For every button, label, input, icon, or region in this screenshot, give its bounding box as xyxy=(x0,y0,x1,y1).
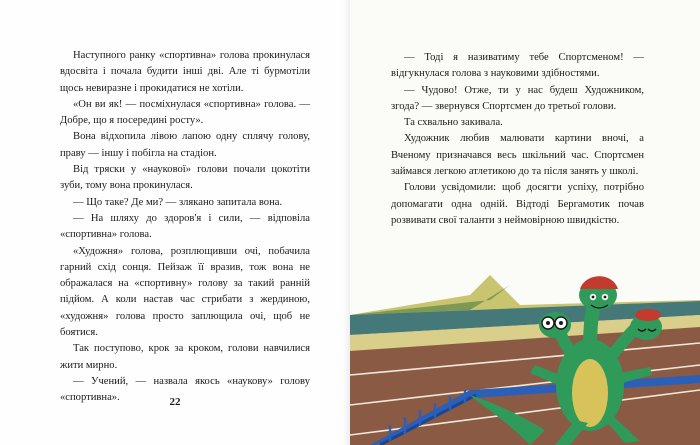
page-number: 22 xyxy=(169,396,181,408)
paragraph: — Тоді я називатиму тебе Спортсменом! — відгукнулася голова з науковими здібностями. xyxy=(391,52,644,80)
right-page xyxy=(350,0,700,445)
paragraph: Та схвально закивала. xyxy=(404,117,503,129)
paragraph: Голови усвідомили: щоб досягти успіху, потрібно допомагати одна одній. Відтоді Бергамотик почав розвивати свої таланти з неймовірною швидкістю. xyxy=(391,182,644,226)
paragraph: — Чудово! Отже, ти у нас будеш Художником, згода? — звернувся Спортсмен до третьої голови. xyxy=(391,84,644,112)
paragraph: «Художня» голова, розплющивши очі, побачила гарний схід сонця. Пейзаж її вразив, тож вона не ображалася на «спортивну» голову за такий ранній підйом. А коли настав час стрибати з жердиною, «художня» голова просто заплющила очі, щоб не боятися. xyxy=(60,245,310,339)
paragraph: «Он ви як! — посміхнулася «спортивна» голова. — Добре, що я посередині росту». xyxy=(60,98,310,127)
paragraph: Наступного ранку «спортивна» голова прокинулася вдосвіта і почала будити інші дві. Але ті бурмотіли щось невиразне і прокидатися не хотіли. xyxy=(60,50,310,94)
paragraph: Вона відхопила лівою лапою одну сплячу голову, праву — іншу і побігла на стадіон. xyxy=(60,131,310,159)
paragraph: — Що таке? Де ми? — злякано запитала вона. xyxy=(73,196,283,208)
paragraph: Так поступово, крок за кроком, голови навчилися жити мирно. xyxy=(60,343,310,371)
three-headed-dragon-running-illustration xyxy=(350,255,700,445)
paragraph: — На шляху до здоров'я і сили, — відповіла «спортивна» голова. xyxy=(60,212,310,241)
right-page-text xyxy=(391,50,644,229)
paragraph: Від тряски у «наукової» голови почали цокотіти зуби, тому вона прокинулася. xyxy=(60,164,310,192)
left-page-text xyxy=(60,48,310,407)
paragraph: — Учений, — назвала якось «наукову» голову «спортивна». xyxy=(60,375,310,404)
paragraph: Художник любив малювати картини вночі, а Вченому призначався весь шкільний час. Спортсмен займався легкою атлетикою до та після занять у школі. xyxy=(391,133,644,178)
